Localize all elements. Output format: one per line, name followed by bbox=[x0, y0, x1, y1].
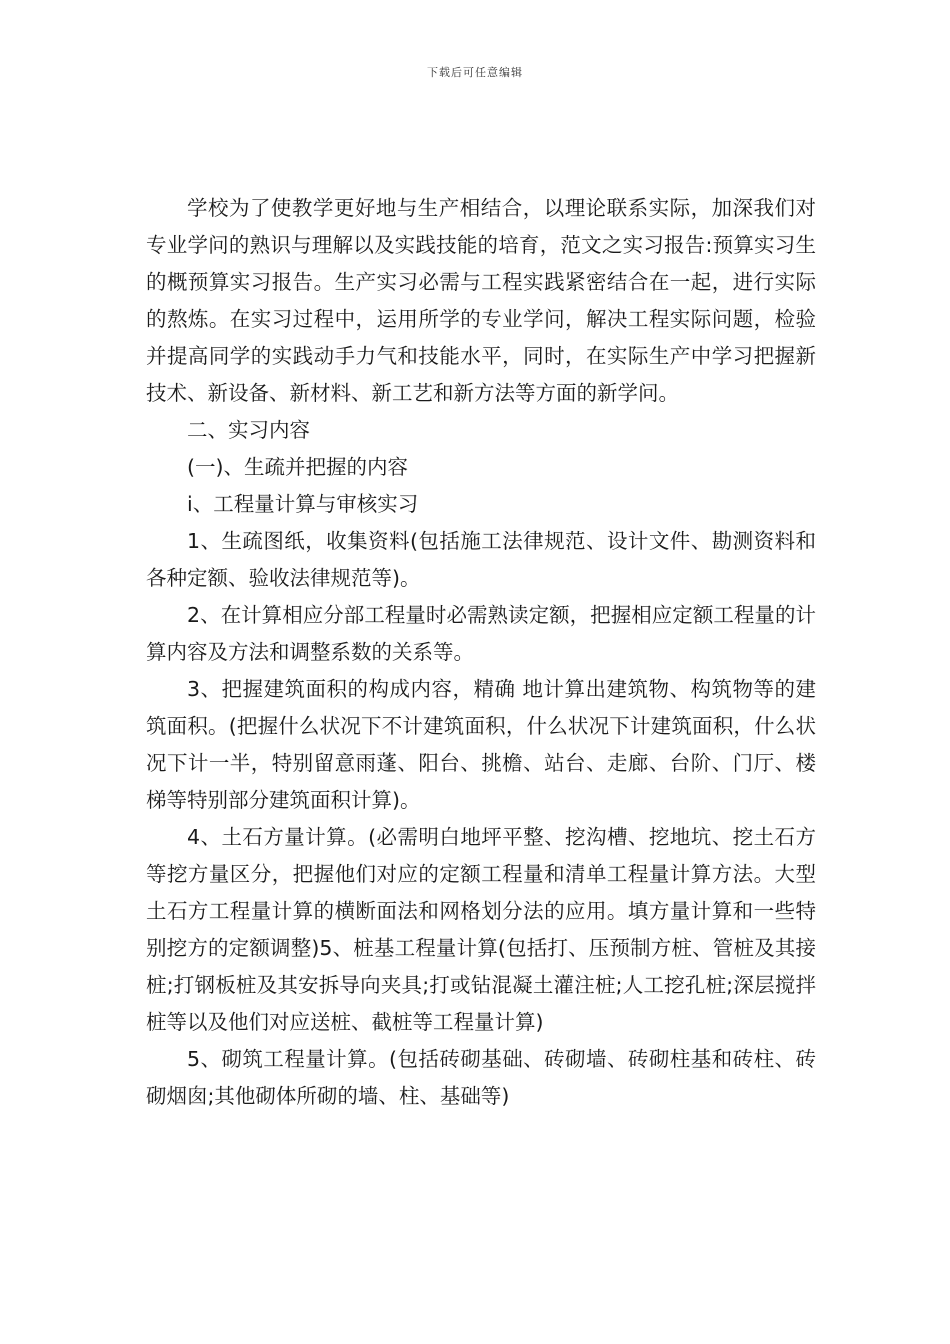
list-item-4: 4、土石方量计算。(必需明白地坪平整、挖沟槽、挖地坑、挖土石方等挖方量区分，把握他们对应的定额工程量和清单工程量计算方法。大型土石方工程量计算的横断面法和网格划分法的应用。填方量计算和一些特别挖方的定额调整)5、桩基工程量计算(包括打、压预制方桩、管桩及其接桩;打钢板桩及其安拆导向夹具;打或钻混凝土灌注桩;人工挖孔桩;深层搅拌桩等以及他们对应送桩、截桩等工程量计算) bbox=[146, 825, 816, 1034]
list-item-2: 2、在计算相应分部工程量时必需熟读定额，把握相应定额工程量的计算内容及方法和调整系数的关系等。 bbox=[146, 603, 816, 664]
document-body bbox=[146, 190, 816, 1115]
paragraph-intro: 学校为了使教学更好地与生产相结合，以理论联系实际，加深我们对专业学问的熟识与理解以及实践技能的培育，范文之实习报告:预算实习生的概预算实习报告。生产实习必需与工程实践紧密结合在一起，进行实际的熬炼。在实习过程中，运用所学的专业学问，解决工程实际问题，检验并提高同学的实践动手力气和技能水平，同时，在实际生产中学习把握新技术、新设备、新材料、新工艺和新方法等方面的新学问。 bbox=[146, 196, 816, 405]
page-header: 下载后可任意编辑 bbox=[427, 66, 523, 79]
list-item-1: 1、生疏图纸，收集资料(包括施工法律规范、设计文件、勘测资料和各种定额、验收法律规范等)。 bbox=[146, 529, 816, 590]
item-heading-quantity-calculation: i、工程量计算与审核实习 bbox=[187, 492, 419, 516]
list-item-5: 5、砌筑工程量计算。(包括砖砌基础、砖砌墙、砖砌柱基和砖柱、砖砌烟囱;其他砌体所砌的墙、柱、基础等) bbox=[146, 1047, 816, 1108]
subsection-heading-familiar-content: (一)、生疏并把握的内容 bbox=[187, 455, 408, 479]
section-heading-practice-content: 二、实习内容 bbox=[187, 418, 310, 442]
list-item-3: 3、把握建筑面积的构成内容，精确 地计算出建筑物、构筑物等的建筑面积。(把握什么状况下不计建筑面积，什么状况下计建筑面积，什么状况下计一半，特别留意雨蓬、阳台、挑檐、站台、走廊、台阶、门厅、楼梯等特别部分建筑面积计算)。 bbox=[146, 677, 816, 812]
